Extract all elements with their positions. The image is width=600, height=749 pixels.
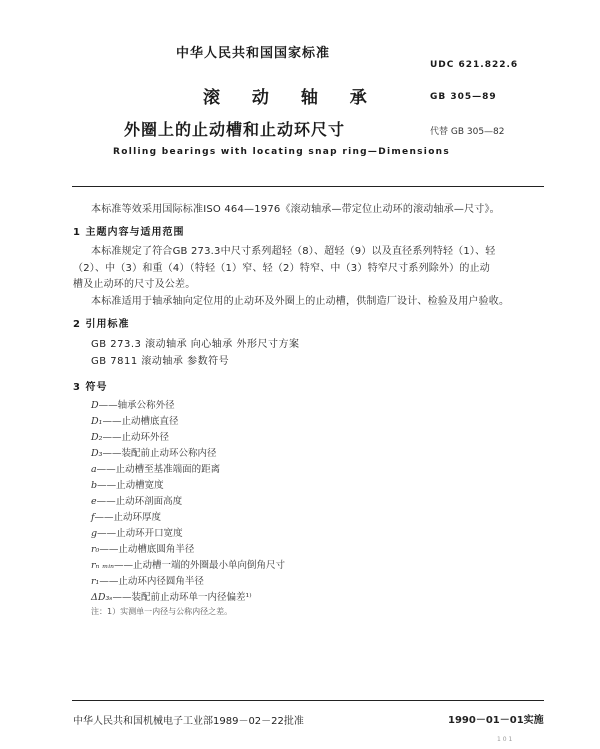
header-divider xyxy=(72,186,544,187)
english-title: Rolling bearings with locating snap ring—Dimensions xyxy=(113,147,451,157)
symbol-row: D₂——止动环外径 xyxy=(91,432,169,443)
symbol-row: g——止动环开口宽度 xyxy=(91,528,183,539)
footnote: 注：1）实测单一内径与公称内径之差。 xyxy=(91,607,233,616)
section1-heading: 1 主题内容与适用范围 xyxy=(73,227,185,238)
national-standard-label: 中华人民共和国国家标准 xyxy=(176,46,331,61)
reference-item: GB 7811 滚动轴承 参数符号 xyxy=(91,356,230,367)
section1-para1-line3: 槽及止动环的尺寸及公差。 xyxy=(73,279,196,290)
gb-code: GB 305—89 xyxy=(430,92,497,102)
reference-item: GB 273.3 滚动轴承 向心轴承 外形尺寸方案 xyxy=(91,339,300,350)
symbol-row: b——止动槽宽度 xyxy=(91,480,164,491)
symbol-row: r₁——止动环内径圆角半径 xyxy=(91,576,204,587)
page-number: 1 0 1 xyxy=(497,736,513,743)
section2-heading: 2 引用标准 xyxy=(73,319,130,330)
symbol-row: r₀——止动槽底圆角半径 xyxy=(91,544,195,555)
symbol-row: ΔD₃ₛ——装配前止动环单一内径偏差¹⁾ xyxy=(91,592,252,603)
effective-date: 1990－01－01实施 xyxy=(448,715,544,726)
udc-code: UDC 621.822.6 xyxy=(430,60,519,70)
symbol-row: rₙ ₘᵢₙ——止动槽一端的外圈最小单向倒角尺寸 xyxy=(91,560,286,571)
replaces-label: 代替 GB 305—82 xyxy=(430,127,505,137)
symbol-row: D₁——止动槽底直径 xyxy=(91,416,179,427)
footer-divider xyxy=(72,700,544,701)
section1-para1-line2: （2）、中（3）和重（4）（特轻（1）窄、轻（2）特窄、中（3）特窄尺寸系列除外）的止动 xyxy=(73,263,490,274)
section1-para1-line1: 本标准规定了符合GB 273.3中尺寸系列超轻（8）、超轻（9）以及直径系列特轻（1）、轻 xyxy=(91,246,496,257)
symbol-row: f——止动环厚度 xyxy=(91,512,162,523)
title-line1: 滚 动 轴 承 xyxy=(203,88,380,108)
section1-para2: 本标准适用于轴承轴向定位用的止动环及外圈上的止动槽，供制造厂设计、检验及用户验收。 xyxy=(91,296,510,307)
title-line2: 外圈上的止动槽和止动环尺寸 xyxy=(124,120,346,139)
symbol-row: D₃——装配前止动环公称内径 xyxy=(91,448,217,459)
section3-heading: 3 符号 xyxy=(73,382,108,393)
symbol-row: a——止动槽至基准端面的距离 xyxy=(91,464,221,475)
symbol-row: D——轴承公称外径 xyxy=(91,400,175,411)
symbol-row: e——止动环剖面高度 xyxy=(91,496,183,507)
issuer-line: 中华人民共和国机械电子工业部1989－02－22批准 xyxy=(73,716,304,727)
intro-paragraph: 本标准等效采用国际标准ISO 464—1976《滚动轴承—带定位止动环的滚动轴承—尺寸》。 xyxy=(91,204,500,215)
